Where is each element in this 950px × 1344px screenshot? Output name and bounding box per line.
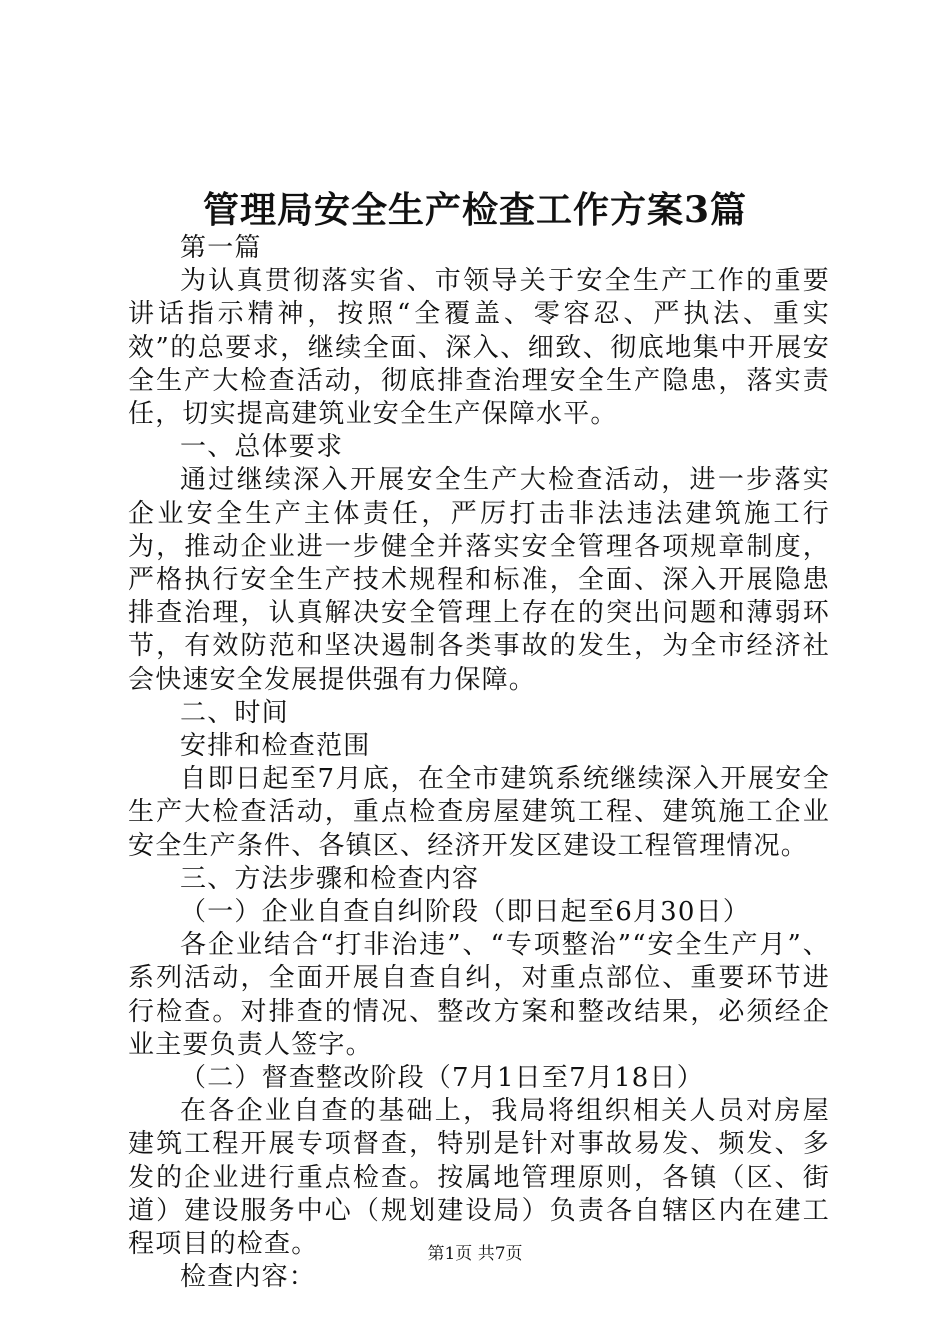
section-heading: 第一篇 xyxy=(180,233,262,263)
subsection-heading: （二）督查整改阶段（7月1日至7月18日） xyxy=(180,1063,704,1094)
paragraph: 各企业结合“打非治违”、“专项整治”“安全生产月”、系列活动，全面开展自查自纠，对重点部位、重要环节进行检查。对排查的情况、整改方案和整改结果，必须经企业主要负责人签字。 xyxy=(128,930,830,1060)
paragraph: 为认真贯彻落实省、市领导关于安全生产工作的重要讲话指示精神，按照“全覆盖、零容忍、严执法、重实效”的总要求，继续全面、深入、细致、彻底地集中开展安全生产大检查活动，彻底排查治理安全生产隐患，落实责任，切实提高建筑业安全生产保障水平。 xyxy=(128,266,830,430)
subsection-heading: （一）企业自查自纠阶段（即日起至6月30日） xyxy=(180,897,751,928)
page-footer: 第1页 共7页 xyxy=(427,1244,523,1264)
section-heading: 检查内容： xyxy=(180,1262,317,1293)
section-heading: 三、方法步骤和检查内容 xyxy=(180,863,480,894)
document-body xyxy=(128,232,830,1295)
section-heading: 一、总体要求 xyxy=(180,432,344,463)
paragraph: 通过继续深入开展安全生产大检查活动，进一步落实企业安全生产主体责任，严厉打击非法违法建筑施工行为，推动企业进一步健全并落实安全管理各项规章制度，严格执行安全生产技术规程和标准，全面、深入开展隐患排查治理，认真解决安全管理上存在的突出问题和薄弱环节，有效防范和坚决遏制各类事故的发生，为全市经济社会快速安全发展提供强有力保障。 xyxy=(128,465,830,695)
section-heading: 二、时间 xyxy=(180,697,289,728)
section-heading: 安排和检查范围 xyxy=(180,731,371,762)
paragraph: 在各企业自查的基础上，我局将组织相关人员对房屋建筑工程开展专项督查，特别是针对事故易发、频发、多发的企业进行重点检查。按属地管理原则，各镇（区、街道）建设服务中心（规划建设局）负责各自辖区内在建工程项目的检查。 xyxy=(128,1096,830,1260)
document-title: 管理局安全生产检查工作方案3篇 xyxy=(202,189,748,231)
paragraph: 自即日起至7月底，在全市建筑系统继续深入开展安全生产大检查活动，重点检查房屋建筑工程、建筑施工企业安全生产条件、各镇区、经济开发区建设工程管理情况。 xyxy=(128,764,830,861)
